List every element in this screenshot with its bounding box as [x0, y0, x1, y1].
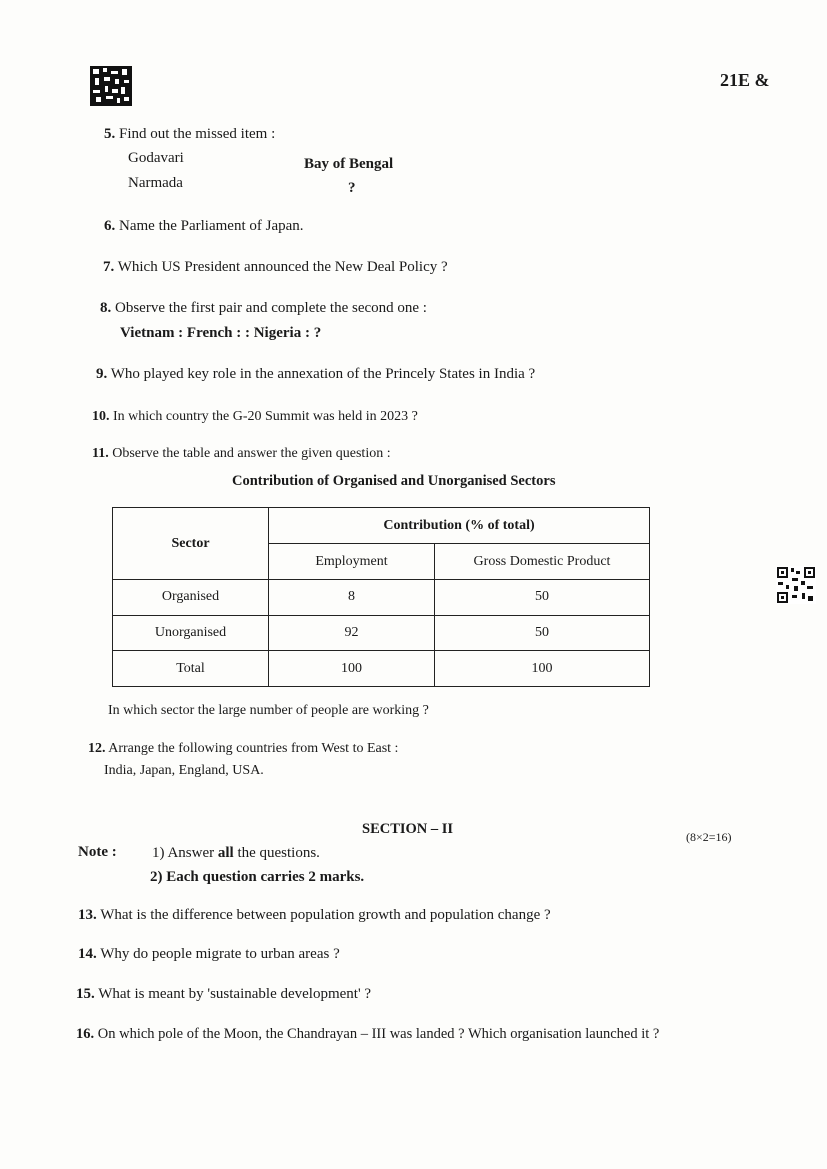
- question-text: On which pole of the Moon, the Chandrayan – III was landed ? Which organisation launched it ?: [97, 1026, 660, 1042]
- section-marks: (8×2=16): [686, 830, 732, 844]
- question-number: 16.: [76, 1026, 95, 1042]
- note-text: Each question carries 2 marks.: [166, 869, 365, 885]
- table-title: Contribution of Organised and Unorganised Sectors: [232, 473, 556, 489]
- question-14: [78, 946, 340, 963]
- gdp-cell: 50: [435, 580, 650, 616]
- note-number: 2): [150, 869, 163, 885]
- gdp-cell: 100: [435, 651, 650, 687]
- question-text: Find out the missed item :: [119, 126, 276, 142]
- question-11: [92, 446, 391, 462]
- question-text: Name the Parliament of Japan.: [119, 218, 304, 234]
- question-text: Which US President announced the New Deal Policy ?: [117, 259, 448, 275]
- question-text: Why do people migrate to urban areas ?: [100, 946, 340, 962]
- sector-cell: Organised: [113, 580, 269, 616]
- question-10: [92, 409, 418, 425]
- gdp-header: Gross Domestic Product: [435, 544, 650, 580]
- question-8: [100, 300, 427, 317]
- question-text: Arrange the following countries from West to East :: [108, 741, 399, 756]
- question-text: Who played key role in the annexation of the Princely States in India ?: [110, 366, 536, 382]
- employment-header: Employment: [269, 544, 435, 580]
- note-emphasis: all: [217, 845, 234, 861]
- paper-code: 21E &: [720, 70, 770, 90]
- q5-row2-left: Narmada: [128, 175, 183, 191]
- question-text: In which country the G-20 Summit was held in 2023 ?: [113, 409, 418, 424]
- q12-list: India, Japan, England, USA.: [104, 763, 264, 778]
- qr-code-icon: [776, 566, 816, 604]
- question-5: [104, 126, 275, 143]
- note-text: Answer: [167, 845, 215, 861]
- question-number: 15.: [76, 986, 95, 1002]
- question-number: 8.: [100, 300, 112, 316]
- sector-cell: Total: [113, 651, 269, 687]
- note-text: the questions.: [237, 845, 320, 861]
- q8-pair: Vietnam : French : : Nigeria : ?: [120, 325, 322, 341]
- question-number: 11.: [92, 446, 109, 461]
- question-9: [96, 366, 535, 383]
- question-16: [76, 1026, 659, 1043]
- question-number: 6.: [104, 218, 116, 234]
- question-number: 13.: [78, 907, 97, 923]
- question-text: Observe the table and answer the given question :: [112, 446, 391, 461]
- question-15: [76, 986, 371, 1003]
- sector-header: Sector: [113, 508, 269, 580]
- q5-row1-right: Bay of Bengal: [304, 156, 394, 172]
- note-label: Note :: [78, 844, 117, 860]
- note-1: [152, 845, 320, 862]
- section-title: SECTION – II: [362, 821, 454, 837]
- question-12: [88, 741, 398, 757]
- q11-followup: In which sector the large number of people are working ?: [108, 703, 429, 718]
- question-number: 14.: [78, 946, 97, 962]
- sector-table: [112, 507, 650, 687]
- question-number: 12.: [88, 741, 106, 756]
- question-text: What is meant by 'sustainable development' ?: [98, 986, 372, 1002]
- question-text: Observe the first pair and complete the second one :: [115, 300, 427, 316]
- contribution-header: Contribution (% of total): [269, 508, 650, 544]
- table-row: [113, 651, 650, 687]
- question-number: 5.: [104, 126, 116, 142]
- gdp-cell: 50: [435, 615, 650, 651]
- table-row: [113, 615, 650, 651]
- question-13: [78, 907, 551, 924]
- table-row: [113, 580, 650, 616]
- note-2: [150, 869, 364, 886]
- q5-row1-left: Godavari: [128, 150, 184, 166]
- q5-row2-right: ?: [348, 180, 356, 196]
- question-text: What is the difference between population growth and population change ?: [100, 907, 551, 923]
- question-6: [104, 218, 304, 235]
- question-number: 7.: [103, 259, 115, 275]
- note-number: 1): [152, 845, 165, 861]
- question-number: 10.: [92, 409, 110, 424]
- employment-cell: 8: [269, 580, 435, 616]
- employment-cell: 92: [269, 615, 435, 651]
- qr-code-icon: [90, 66, 132, 106]
- sector-cell: Unorganised: [113, 615, 269, 651]
- employment-cell: 100: [269, 651, 435, 687]
- question-7: [103, 259, 448, 276]
- question-number: 9.: [96, 366, 108, 382]
